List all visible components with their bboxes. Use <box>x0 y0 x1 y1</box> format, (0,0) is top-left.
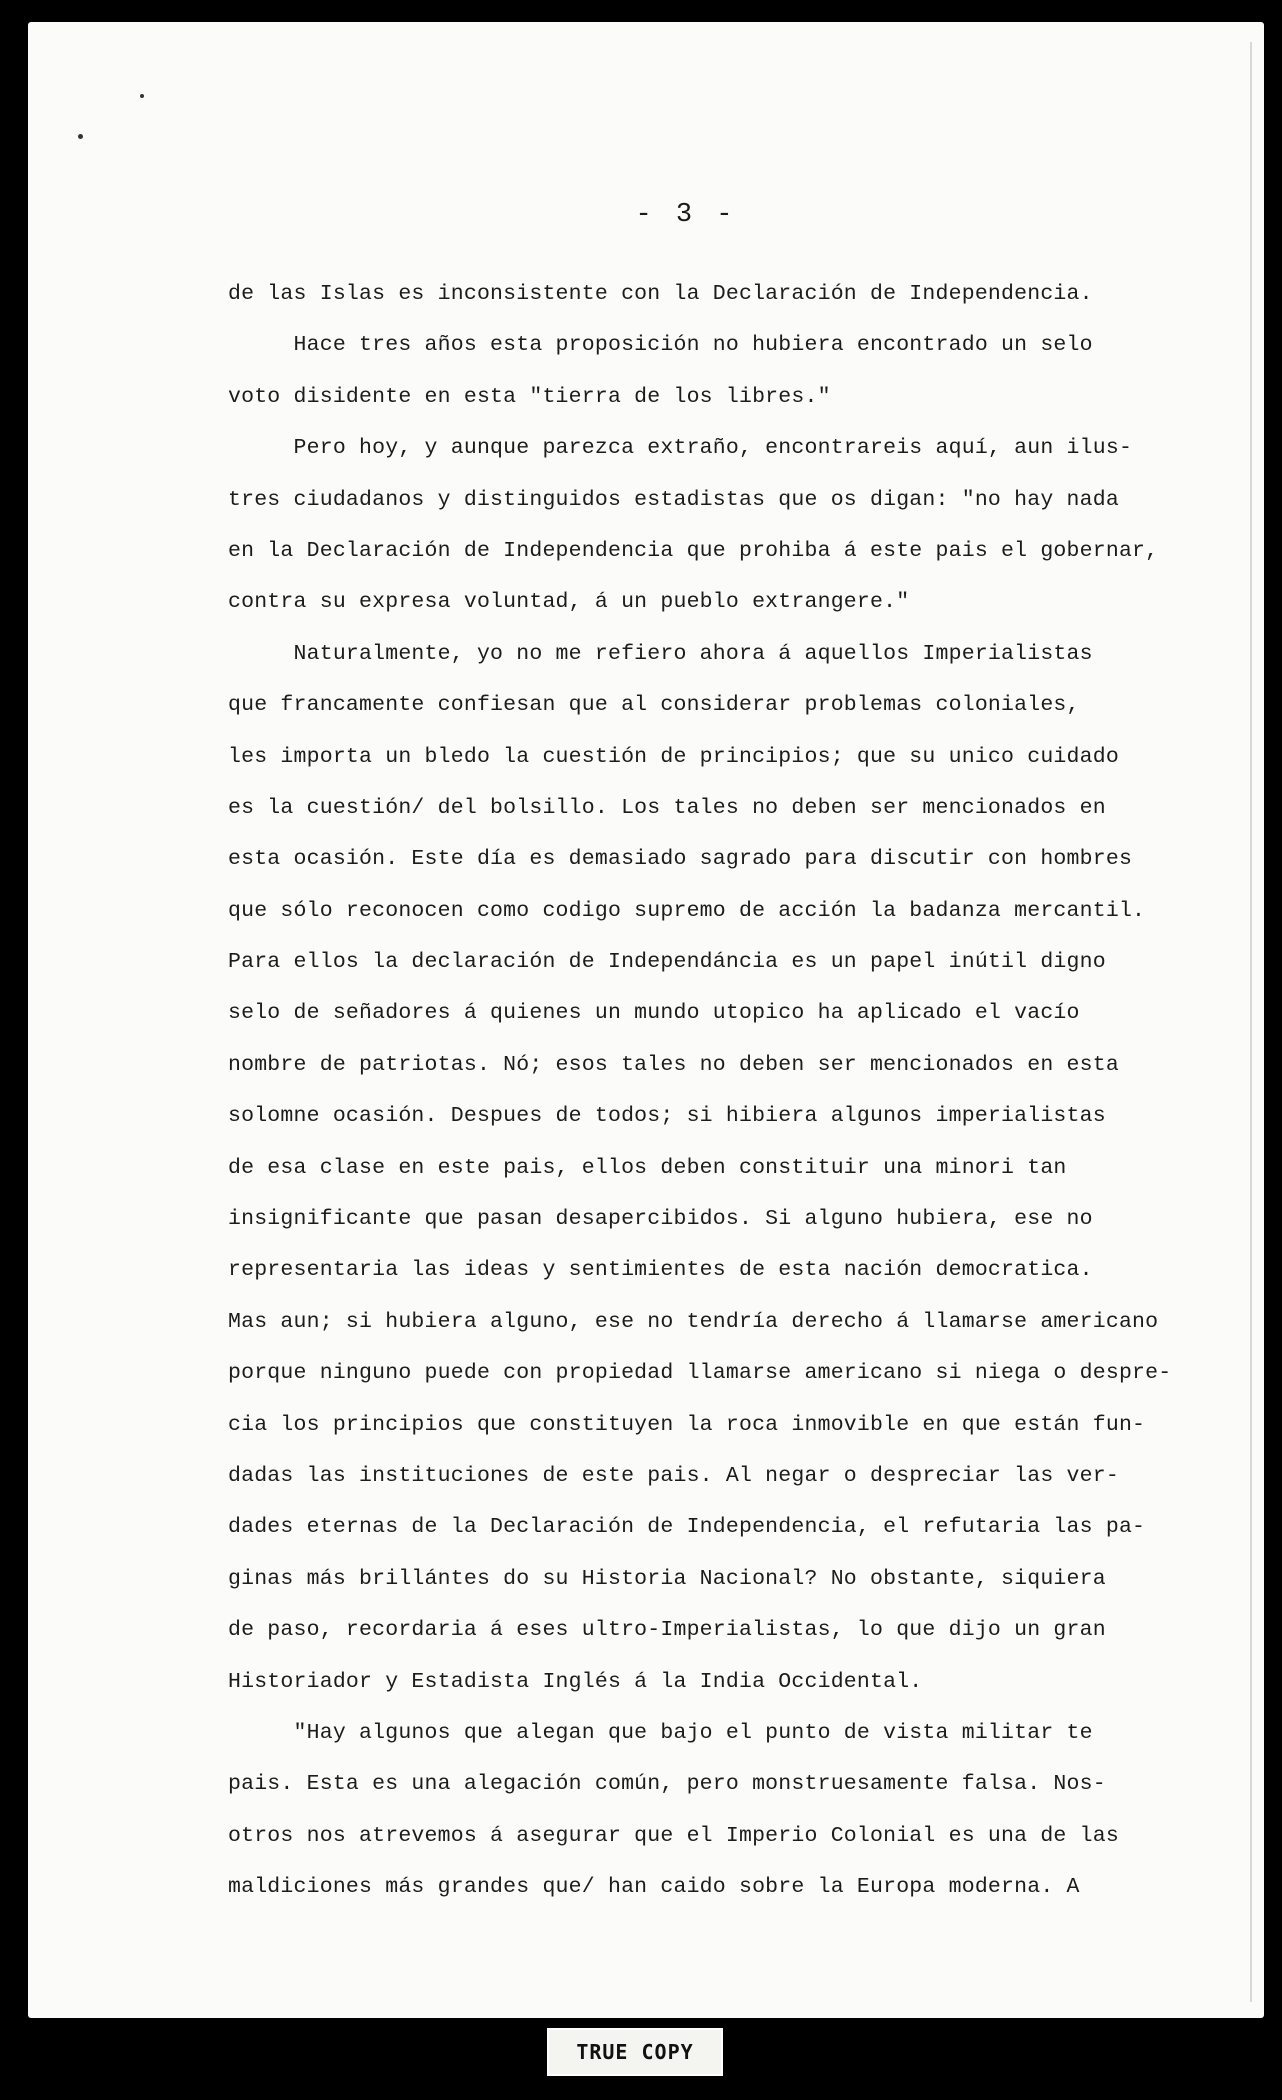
text-line: es la cuestión/ del bolsillo. Los tales no deben ser mencionados en <box>228 795 1106 820</box>
text-line: ginas más brillántes do su Historia Nacional? No obstante, siquiera <box>228 1566 1106 1591</box>
text-line: voto disidente en esta "tierra de los libres." <box>228 384 831 409</box>
text-line: Naturalmente, yo no me refiero ahora á aquellos Imperialistas <box>228 641 1093 666</box>
text-line: "Hay algunos que alegan que bajo el punto de vista militar te <box>228 1720 1093 1745</box>
text-line: dadas las instituciones de este pais. Al negar o despreciar las ver- <box>228 1463 1119 1488</box>
text-line: otros nos atrevemos á asegurar que el Imperio Colonial es una de las <box>228 1823 1119 1848</box>
text-line: Mas aun; si hubiera alguno, ese no tendría derecho á llamarse americano <box>228 1309 1159 1334</box>
text-line: Hace tres años esta proposición no hubiera encontrado un selo <box>228 333 1093 358</box>
text-line: pais. Esta es una alegación común, pero monstruesamente falsa. Nos- <box>228 1772 1106 1797</box>
text-line: de las Islas es inconsistente con la Declaración de Independencia. <box>228 282 1093 306</box>
text-line: que sólo reconocen como codigo supremo de acción la badanza mercantil. <box>228 898 1146 923</box>
text-line: que francamente confiesan que al considerar problemas coloniales, <box>228 693 1080 718</box>
text-line: insignificante que pasan desapercibidos. Si alguno hubiera, ese no <box>228 1207 1093 1232</box>
text-line: porque ninguno puede con propiedad llamarse americano si niega o despre- <box>228 1361 1172 1386</box>
text-line: esta ocasión. Este día es demasiado sagrado para discutir con hombres <box>228 847 1133 872</box>
stamp-label: TRUE COPY <box>576 2040 694 2064</box>
text-line: contra su expresa voluntad, á un pueblo extrangere." <box>228 590 910 615</box>
page-number: - 3 - <box>635 200 737 230</box>
scan-speck <box>78 134 83 139</box>
true-copy-stamp <box>547 2028 723 2076</box>
text-line: Historiador y Estadista Inglés á la India Occidental. <box>228 1669 923 1694</box>
text-line: cia los principios que constituyen la roca inmovible en que están fun- <box>228 1412 1146 1437</box>
text-line: nombre de patriotas. Nó; esos tales no deben ser mencionados en esta <box>228 1052 1119 1077</box>
text-line: selo de señadores á quienes un mundo utopico ha aplicado el vacío <box>228 1001 1080 1026</box>
text-line: solomne ocasión. Despues de todos; si hibiera algunos imperialistas <box>228 1104 1106 1129</box>
text-line: Pero hoy, y aunque parezca extraño, encontrareis aquí, aun ilus- <box>228 436 1133 461</box>
text-line: de esa clase en este pais, ellos deben constituir una minori tan <box>228 1155 1067 1180</box>
body-text <box>228 269 1188 1914</box>
scan-edge-mark <box>1250 42 1252 2002</box>
text-line: representaria las ideas y sentimientes de esta nación democratica. <box>228 1258 1093 1283</box>
text-line: dades eternas de la Declaración de Independencia, el refutaria las pa- <box>228 1515 1146 1540</box>
text-line: les importa un bledo la cuestión de principios; que su unico cuidado <box>228 744 1119 769</box>
text-line: de paso, recordaria á eses ultro-Imperialistas, lo que dijo un gran <box>228 1618 1106 1643</box>
scan-speck <box>140 94 144 98</box>
text-line: maldiciones más grandes que/ han caido sobre la Europa moderna. A <box>228 1875 1080 1900</box>
document-page <box>28 22 1264 2018</box>
text-line: tres ciudadanos y distinguidos estadistas que os digan: "no hay nada <box>228 487 1119 512</box>
text-line: Para ellos la declaración de Independáncia es un papel inútil digno <box>228 950 1106 975</box>
text-line: en la Declaración de Independencia que prohiba á este pais el gobernar, <box>228 538 1159 563</box>
